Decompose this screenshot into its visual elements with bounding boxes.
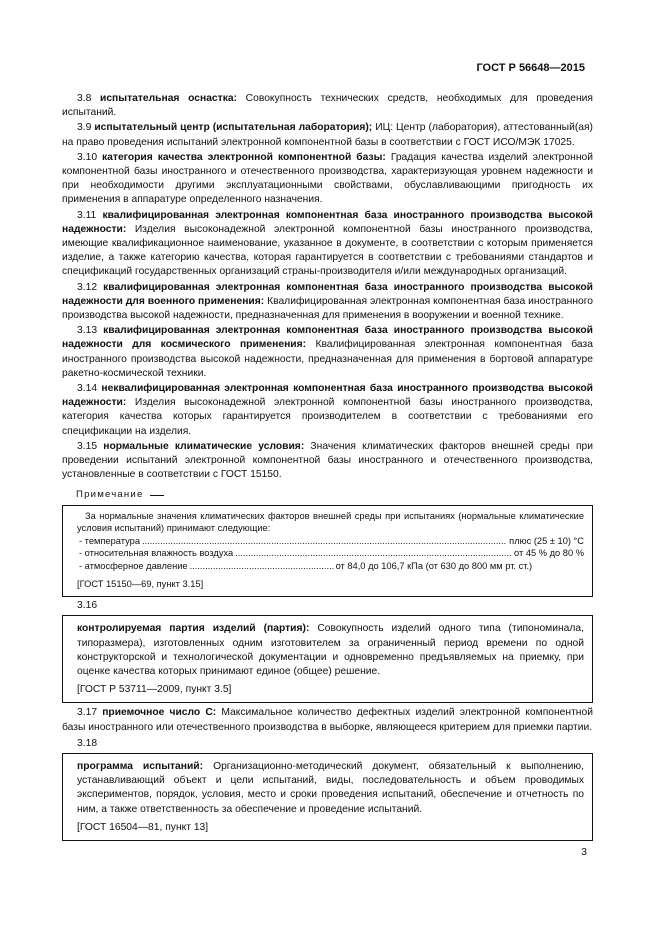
term-3-16-box bbox=[62, 615, 593, 703]
term-3-10: 3.10 категория качества электронной компонентной базы: Градация качества изделий электронной компонентной базы иностранного и отечественного производства, характеризующая уровнем надежности и при необходимости другими эксплуатационными свойствами, обуславливающими пригодность их применения в аппаратуре определенного назначения. bbox=[62, 151, 593, 206]
document-body bbox=[62, 92, 593, 844]
note-reference: [ГОСТ 15150—69, пункт 3.15] bbox=[77, 578, 204, 589]
term-3-12: 3.12 квалифицированная электронная компонентная база иностранного производства высокой надежности для военного применения: Квалифицированная электронная компонентная база иностранного производства высокой надежности, предназначенная для применения в вооружении и военной технике. bbox=[62, 281, 594, 322]
note-label: Примечание bbox=[76, 488, 593, 502]
term-3-9: 3.9 испытательный центр (испытательная лаборатория); ИЦ: Центр (лаборатория), аттестованный(ая) на право проведения испытаний электронной компонентной базы в соответствии с ГОСТ ИСО/МЭК 17025. bbox=[62, 122, 593, 148]
term-3-17: 3.17 приемочное число С: Максимальное количество дефектных изделий электронной компонентной базы иностранного или отечественного производства в выборке, являющееся критерием для приемки партии. bbox=[62, 707, 593, 733]
term-3-16-number: 3.16 bbox=[77, 600, 98, 612]
term-3-18-reference: [ГОСТ 16504—81, пункт 13] bbox=[77, 821, 209, 833]
term-3-18: программа испытаний: Организационно-методический документ, обязательный к выполнению, устанавливающий объект и цели испытаний, виды, последовательность и объем проводимых экспериментов, порядок, условия, место и сроки проведения испытаний, обеспечение и отчетность по ним, а также ответственность за обеспечение и проведение испытаний. bbox=[77, 761, 585, 815]
note-row-pressure: - атмосферное давление ..... от 84,0 до 106,7 кПа (от 630 до 800 мм рт. ст.) bbox=[77, 560, 584, 573]
note-row-temperature: - температура ..... плюс (25 ± 10) °С bbox=[77, 535, 584, 548]
term-3-16-reference: [ГОСТ Р 53711—2009, пункт 3.5] bbox=[77, 684, 232, 696]
standard-header: ГОСТ Р 56648—2015 bbox=[476, 62, 585, 74]
term-3-18-number: 3.18 bbox=[77, 737, 98, 749]
term-3-11: 3.11 квалифицированная электронная компонентная база иностранного производства высокой надежности: Изделия высоконадежной электронной компонентной базы иностранного производства, имеющие квалификационное наименование, указанное в документе, в соответствии с которым применяется изделие, а также категорию качества, которая гарантируется в соответствии с требованиями стандартов и спецификаций государственных организаций страны-производителя и/или международных организаций. bbox=[62, 209, 593, 278]
note-box bbox=[62, 505, 593, 598]
term-3-13: 3.13 квалифицированная электронная компонентная база иностранного производства высокой надежности для космического применения: Квалифицированная электронная компонентная база иностранного производства высокой надежности, предназначенная для применения в бортовой аппаратуре ракетно-космической техники. bbox=[62, 325, 593, 379]
term-3-8: 3.8 испытательная оснастка: Совокупность технических средств, необходимых для проведения испытаний. bbox=[62, 93, 593, 119]
term-3-14: 3.14 неквалифицированная электронная компонентная база иностранного производства высокой надежности: Изделия высоконадежной электронной компонентной базы иностранного производства, категория качества которых гарантируется производителем в соответствии с требованиями его спецификации на изделия. bbox=[62, 383, 593, 437]
term-3-15: 3.15 нормальные климатические условия: Значения климатических факторов внешней среды при проведении испытаний электронной компонентной базы иностранного и отечественного производства, установленные в соответствии с ГОСТ 15150. bbox=[62, 440, 593, 481]
note-row-humidity: - относительная влажность воздуха ..... от 45 % до 80 % bbox=[77, 547, 584, 560]
page-number: 3 bbox=[581, 846, 587, 858]
note-intro: За нормальные значения климатических факторов внешней среды при испытаниях (нормальные климатические условия испытаний) принимают следующие: bbox=[77, 510, 584, 534]
term-3-16: контролируемая партия изделий (партия): Совокупность изделий одного типа (типономинала, типоразмера), изготовленных одним изготовителем за ограниченный период времени по одной конструкторской и технологической документации и одновременно предъявляемых на приемку, при оценке качества которых принимают единое (общее) решение. bbox=[77, 623, 585, 678]
term-3-18-box bbox=[62, 753, 593, 841]
